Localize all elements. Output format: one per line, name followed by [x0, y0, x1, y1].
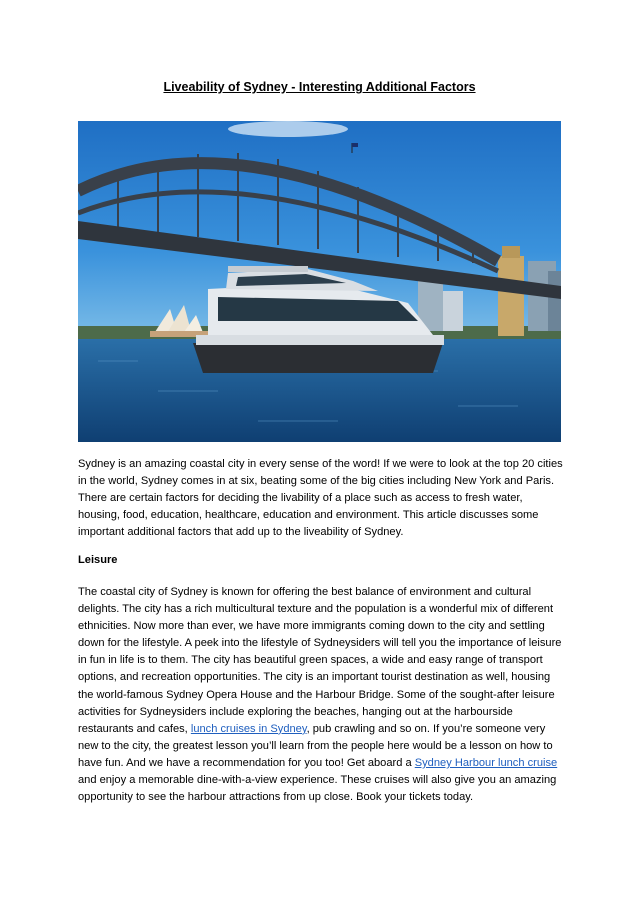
lunch-cruises-link[interactable]: lunch cruises in Sydney — [190, 722, 307, 735]
leisure-text-2: , pub crawling and so on. If you’re someone very new to the city, the greatest lesson you’ll learn from the people here would be a lesson on how to have fun. And we have a recommendation for you too! Get aboard a — [78, 722, 553, 769]
leisure-text-1: The coastal city of Sydney is known for offering the best balance of environment and cultural delights. The city has a rich multicultural texture and the population is a wonderful mix of different ethnicities. Now more than ever, we have more immigrants coming down to the city and settling down for the lifestyle. A peek into the lifestyle of Sydneysiders will tell you the importance of leisure in fun in life is to them. The city has beautiful green spaces, a wide and easy range of transport options, and recreation opportunities. The city is an important tourist destination as well, housing the world-famous Sydney Opera House and the Harbour Bridge. Some of the sought-after leisure activities for Sydneysiders include exploring the beaches, hanging out at the harbourside restaurants and cafes, — [78, 586, 562, 735]
harbour-cruise-photo — [78, 121, 561, 442]
sydney-harbour-lunch-cruise-link[interactable]: Sydney Harbour lunch cruise — [414, 756, 558, 769]
intro-paragraph: Sydney is an amazing coastal city in every sense of the word! If we were to look at the top 20 cities in the world, Sydney comes in at six, beating some of the big cities including New York and Paris. There are certain factors for deciding the livability of a place such as access to fresh water, housing, food, education, healthcare, education and environment. This article discusses some important additional factors that add up to the liveability of Sydney. — [78, 458, 563, 539]
page-title: Liveability of Sydney - Interesting Additional Factors — [163, 80, 476, 94]
leisure-paragraph — [78, 584, 564, 806]
section-heading-leisure: Leisure — [78, 554, 118, 566]
leisure-text-3: and enjoy a memorable dine-with-a-view experience. These cruises will also give you an amazing opportunity to see the harbour attractions from up close. Book your tickets today. — [78, 774, 557, 804]
